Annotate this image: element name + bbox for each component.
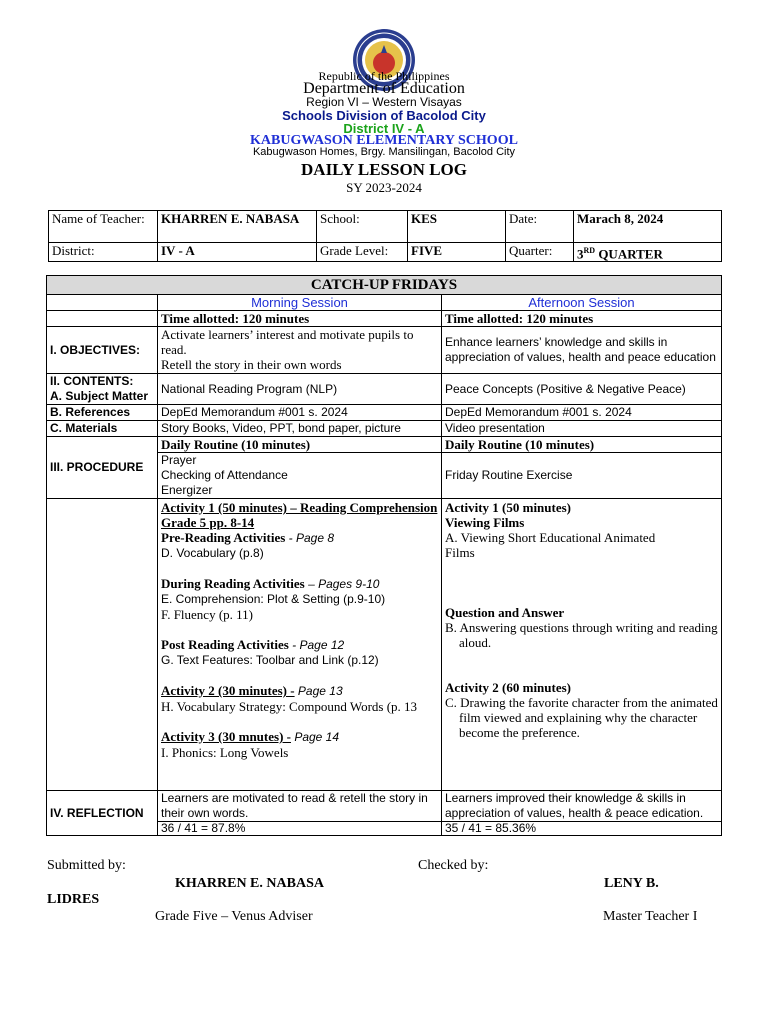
routine-item: Checking of Attendance (161, 468, 288, 482)
quarter-word: QUARTER (595, 246, 663, 262)
post-reading-label: Post Reading Activities (161, 637, 289, 652)
school-label: School: (317, 211, 408, 243)
pre-reading-heading (161, 530, 438, 546)
quarter-suffix: RD (583, 246, 596, 255)
afternoon-session-header: Afternoon Session (442, 295, 722, 311)
empty-cell (47, 311, 158, 327)
activity-2-morning-page: Page 13 (294, 684, 343, 698)
time-allotted-morning: Time allotted: 120 minutes (158, 311, 442, 327)
drawing-item-cont: become the preference. (459, 725, 580, 740)
references-morning: DepEd Memorandum #001 s. 2024 (158, 405, 442, 421)
teacher-role: Grade Five – Venus Adviser (155, 909, 313, 924)
district-line: District IV - A (343, 121, 425, 136)
objectives-afternoon: Enhance learners’ knowledge and skills in appreciation of values, health and peace education (442, 327, 722, 374)
activities-afternoon (442, 499, 722, 791)
procedure-label: III. PROCEDURE (47, 437, 158, 499)
viewing-films-heading: Viewing Films (445, 515, 525, 530)
drawing-item: C. Drawing the favorite character from the animated (445, 695, 718, 710)
district-value: IV - A (158, 243, 317, 262)
checker-role: Master Teacher I (603, 909, 698, 924)
viewing-item-cont: Films (445, 545, 475, 560)
teacher-info-table (48, 210, 722, 262)
contents-heading: II. CONTENTS: (50, 374, 134, 388)
contents-label (47, 374, 158, 405)
activity-2-morning-heading (161, 683, 438, 699)
activity-3-morning-heading (161, 729, 438, 745)
text-features-item: G. Text Features: Toolbar and Link (p.12) (161, 653, 379, 667)
date-label: Date: (506, 211, 574, 243)
district-label: District: (49, 243, 158, 262)
time-allotted-afternoon: Time allotted: 120 minutes (442, 311, 722, 327)
during-reading-heading (161, 576, 438, 592)
routine-item: Prayer (161, 453, 197, 467)
activity-1-morning-title: Activity 1 (50 minutes) – Reading Comprehension Grade 5 pp. 8-14 (161, 500, 438, 530)
vocabulary-item: D. Vocabulary (p.8) (161, 546, 264, 560)
objective-item: Activate learners’ interest and motivate pupils to read. (161, 327, 414, 357)
catch-up-fridays-title: CATCH-UP FRIDAYS (47, 276, 722, 295)
references-label: B. References (47, 405, 158, 421)
viewing-item: A. Viewing Short Educational Animated (445, 530, 656, 545)
daily-routine-morning: Daily Routine (10 minutes) (158, 437, 442, 453)
activity-3-morning-page: Page 14 (290, 730, 340, 744)
objectives-morning (158, 327, 442, 374)
quarter-number: 3 (577, 246, 584, 262)
grade-label: Grade Level: (317, 243, 408, 262)
reflection-afternoon: Learners improved their knowledge & skills in appreciation of values, health & peace edication. (442, 791, 722, 822)
materials-morning: Story Books, Video, PPT, bond paper, picture (158, 421, 442, 437)
grade-value: FIVE (408, 243, 506, 262)
activity-2-afternoon-title: Activity 2 (60 minutes) (445, 680, 572, 695)
routine-list-morning (158, 453, 442, 499)
reflection-morning: Learners are motivated to read & retell the story in their own words. (158, 791, 442, 822)
phonics-item: I. Phonics: Long Vowels (161, 745, 289, 760)
objectives-label: I. OBJECTIVES: (47, 327, 158, 374)
post-reading-page: - Page 12 (288, 638, 345, 652)
department-line: Department of Education (303, 80, 465, 97)
objective-item: Retell the story in their own words (161, 357, 342, 372)
teacher-value: KHARREN E. NABASA (158, 211, 317, 243)
activities-morning (158, 499, 442, 791)
lesson-log-table (46, 275, 722, 836)
activity-1-afternoon-title: Activity 1 (50 minutes) (445, 500, 572, 515)
during-reading-page: – Pages 9-10 (304, 577, 380, 591)
references-afternoon: DepEd Memorandum #001 s. 2024 (442, 405, 722, 421)
score-afternoon: 35 / 41 = 85.36% (442, 822, 722, 836)
school-value: KES (408, 211, 506, 243)
post-reading-heading (161, 637, 438, 653)
routine-afternoon: Friday Routine Exercise (442, 453, 722, 499)
activity-3-morning-label: Activity 3 (30 mnutes) - (161, 729, 291, 744)
school-name: KABUGWASON ELEMENTARY SCHOOL (250, 133, 518, 148)
checker-name-first: LENY B. (604, 876, 659, 891)
checked-by-label: Checked by: (418, 858, 489, 873)
checker-name-last: LIDRES (47, 892, 100, 907)
contents-afternoon: Peace Concepts (Positive & Negative Peace) (442, 374, 722, 405)
during-reading-label: During Reading Activities (161, 576, 305, 591)
activity-2-morning-label: Activity 2 (30 minutes) - (161, 683, 295, 698)
vocabulary-strategy-item: H. Vocabulary Strategy: Compound Words (p. 13 (161, 699, 418, 714)
submitted-by-label: Submitted by: (47, 858, 126, 873)
region-line: Region VI – Western Visayas (306, 95, 462, 109)
teacher-label: Name of Teacher: (49, 211, 158, 243)
date-value: Marach 8, 2024 (574, 211, 722, 243)
empty-cell (47, 295, 158, 311)
contents-morning: National Reading Program (NLP) (158, 374, 442, 405)
score-morning: 36 / 41 = 87.8% (158, 822, 442, 836)
materials-afternoon: Video presentation (442, 421, 722, 437)
quarter-value (574, 243, 722, 262)
fluency-item: F. Fluency (p. 11) (161, 607, 253, 622)
qa-item: B. Answering questions through writing and reading (445, 620, 718, 635)
reflection-label: IV. REFLECTION (47, 791, 158, 836)
materials-label: C. Materials (47, 421, 158, 437)
page-title: DAILY LESSON LOG (301, 160, 467, 179)
daily-routine-afternoon: Daily Routine (10 minutes) (442, 437, 722, 453)
morning-session-header: Morning Session (158, 295, 442, 311)
qa-item-cont: aloud. (459, 635, 492, 650)
pre-reading-page: - Page 8 (285, 531, 335, 545)
subject-matter-label: A. Subject Matter (50, 389, 149, 403)
division-line: Schools Division of Bacolod City (282, 108, 486, 123)
republic-line: Republic of the Philippines (318, 69, 450, 83)
empty-cell (47, 499, 158, 791)
question-answer-heading: Question and Answer (445, 605, 565, 620)
pre-reading-label: Pre-Reading Activities (161, 530, 286, 545)
teacher-signature-name: KHARREN E. NABASA (175, 876, 324, 891)
school-year: SY 2023-2024 (346, 180, 422, 195)
routine-item: Energizer (161, 483, 213, 497)
quarter-label: Quarter: (506, 243, 574, 262)
drawing-item-cont: film viewed and explaining why the character (459, 710, 698, 725)
school-address: Kabugwason Homes, Brgy. Mansilingan, Bacolod City (252, 146, 516, 158)
comprehension-item: E. Comprehension: Plot & Setting (p.9-10) (161, 592, 386, 606)
